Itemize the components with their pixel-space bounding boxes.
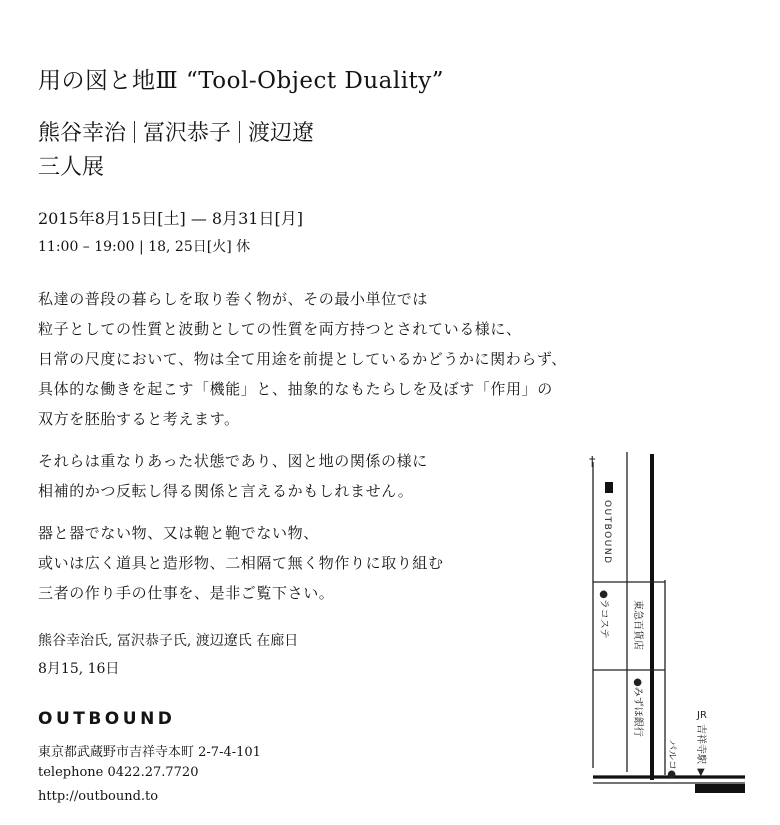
artist-presence-dates: 8月15, 16日 bbox=[38, 661, 120, 677]
map-label-tokyu: 東急百貨店 bbox=[632, 600, 643, 650]
artist-name: 熊谷幸治 bbox=[38, 121, 127, 146]
map-label-jr: JR bbox=[697, 710, 707, 721]
divider bbox=[239, 121, 240, 143]
statement-line: 双方を胚胎すると考えます。 bbox=[38, 410, 240, 428]
gallery-logo: OUTBOUND bbox=[38, 709, 176, 729]
exhibition-dates: 2015年8月15日[土] — 8月31日[月] bbox=[38, 209, 303, 228]
statement-line: それらは重なりあった状態であり、図と地の関係の様に bbox=[38, 452, 428, 470]
gallery-url[interactable]: http://outbound.to bbox=[38, 789, 159, 804]
location-map bbox=[585, 450, 760, 800]
exhibition-title: 用の図と地Ⅲ “Tool-Object Duality” bbox=[38, 68, 445, 94]
statement-line: 具体的な働きを起こす「機能」と、抽象的なもたらしを及ぼす「作用」の bbox=[38, 380, 553, 398]
statement-line: 或いは広く道具と造形物、二相隔て無く物作りに取り組む bbox=[38, 554, 444, 572]
statement-line: 日常の尺度において、物は全て用途を前提としているかどうかに関わらず、 bbox=[38, 350, 567, 368]
divider bbox=[134, 121, 135, 143]
artist-name: 渡辺遼 bbox=[248, 121, 315, 146]
church-icon: † bbox=[589, 455, 596, 470]
gallery-address: 東京都武蔵野市吉祥寺本町 2-7-4-101 bbox=[38, 745, 261, 760]
map-railway bbox=[695, 784, 745, 793]
statement-line: 粒子としての性質と波動としての性質を両方持つとされている様に、 bbox=[38, 320, 522, 338]
artist-presence: 熊谷幸治氏, 冨沢恭子氏, 渡辺遼氏 在廊日 bbox=[38, 633, 299, 649]
statement-line: 三者の作り手の仕事を、是非ご覧下さい。 bbox=[38, 584, 335, 602]
gallery-telephone: telephone 0422.27.7720 bbox=[38, 765, 199, 780]
artist-name: 冨沢恭子 bbox=[143, 121, 232, 146]
arrow-down-icon: ▼ bbox=[697, 767, 705, 778]
map-label-mizuho: ●みずほ銀行 bbox=[632, 678, 643, 737]
map-label-parco: パルコ● bbox=[666, 740, 677, 779]
opening-hours: 11:00 – 19:00 | 18, 25日[火] 休 bbox=[38, 239, 251, 255]
outbound-marker bbox=[605, 482, 613, 493]
statement-line: 器と器でない物、又は鞄と鞄でない物、 bbox=[38, 524, 319, 542]
map-label-lacoste: ●ラコステ bbox=[598, 590, 609, 639]
statement-line: 相補的かつ反転し得る関係と言えるかもしれません。 bbox=[38, 482, 414, 500]
map-label-station: 吉祥寺駅 bbox=[695, 724, 706, 764]
artist-names bbox=[38, 116, 314, 147]
statement-line: 私達の普段の暮らしを取り巻く物が、その最小単位では bbox=[38, 290, 429, 308]
exhibition-type: 三人展 bbox=[38, 155, 105, 180]
map-label-outbound: OUTBOUND bbox=[602, 500, 612, 565]
